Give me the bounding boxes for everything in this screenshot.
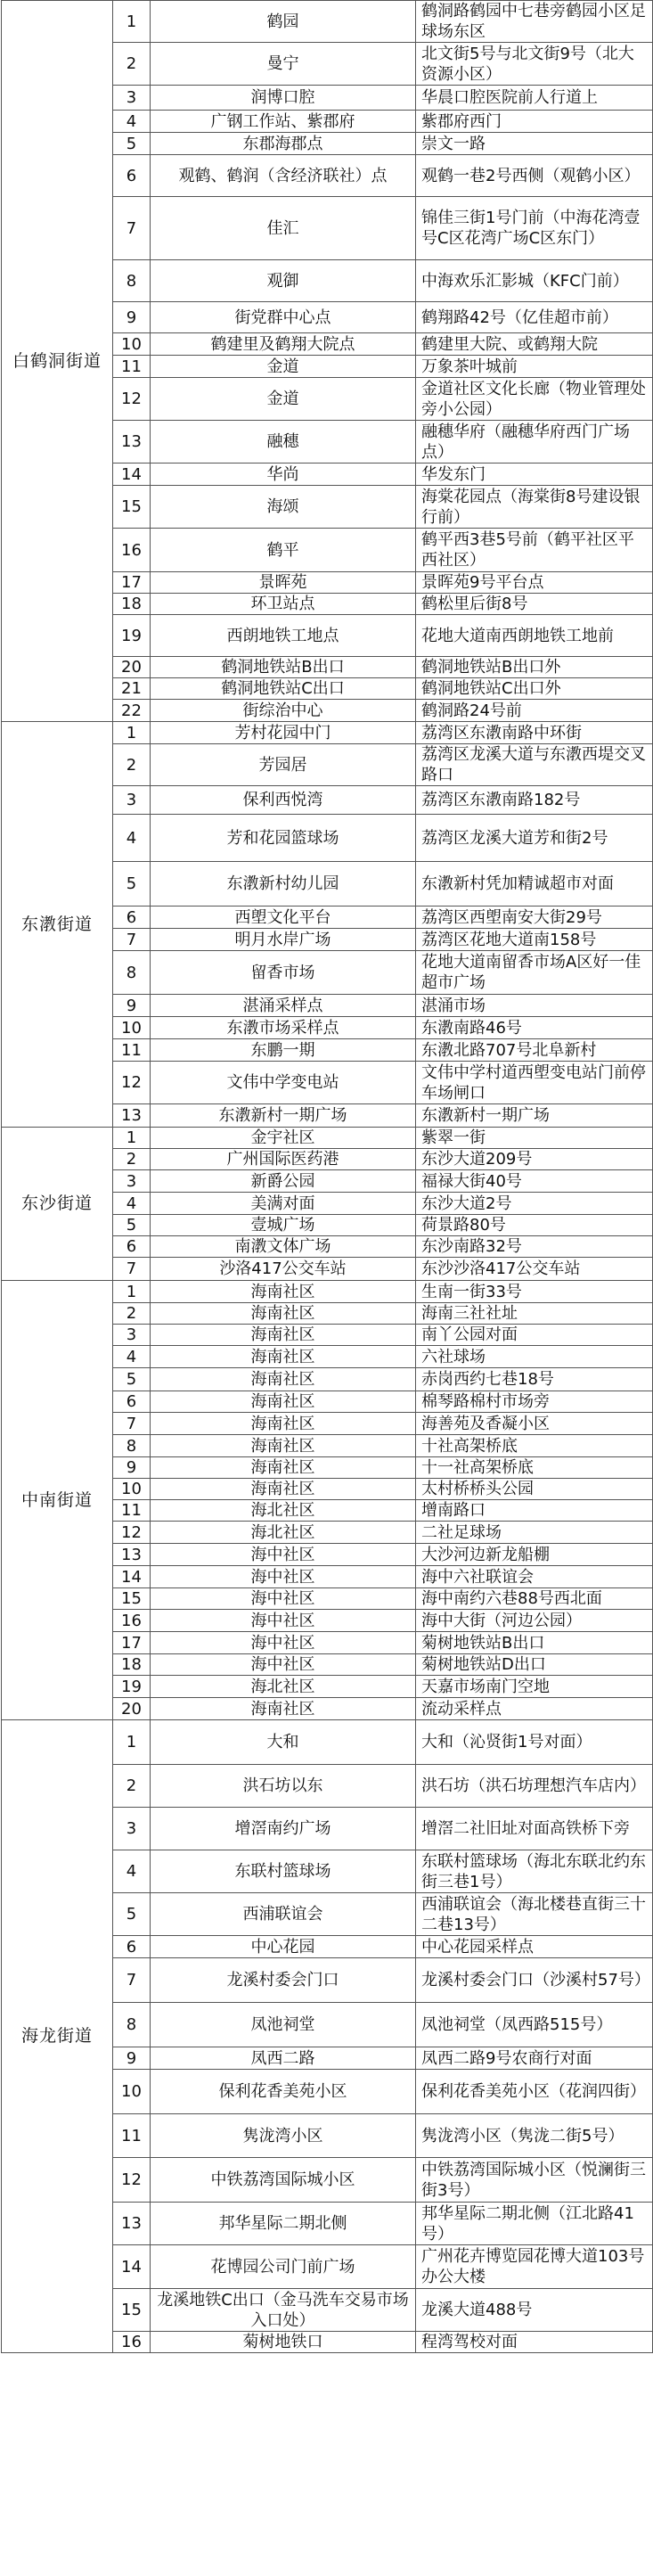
site-name-cell: 沙洛417公交车站 [151, 1258, 416, 1281]
row-number-cell: 6 [113, 1936, 151, 1958]
row-number-cell: 5 [113, 1215, 151, 1236]
table-row [2, 1128, 653, 1149]
row-number-cell: 9 [113, 995, 151, 1017]
table-row [2, 1281, 653, 1303]
row-number-cell: 1 [113, 1720, 151, 1765]
site-name-cell: 东鹏一期 [151, 1039, 416, 1062]
site-address-cell: 紫翠一街 [416, 1128, 653, 1149]
site-name-cell: 南漖文体广场 [151, 1236, 416, 1258]
row-number-cell: 4 [113, 815, 151, 862]
site-address-cell: 鹤洞路鹤园中七巷旁鹤园小区足球场东区 [416, 1, 653, 43]
table-row [2, 1, 653, 43]
row-number-cell: 7 [113, 929, 151, 951]
site-address-cell: 东漖新村凭加精诚超市对面 [416, 862, 653, 907]
row-number-cell: 14 [113, 1566, 151, 1588]
site-address-cell: 南丫公园对面 [416, 1325, 653, 1346]
row-number-cell: 3 [113, 1325, 151, 1346]
site-address-cell: 六社球场 [416, 1346, 653, 1368]
site-name-cell: 凤西二路 [151, 2047, 416, 2070]
site-address-cell: 海南三社社址 [416, 1303, 653, 1325]
site-name-cell: 街综治中心 [151, 700, 416, 722]
row-number-cell: 22 [113, 700, 151, 722]
site-name-cell: 广钢工作站、紫郡府 [151, 111, 416, 133]
site-name-cell: 海中社区 [151, 1588, 416, 1610]
row-number-cell: 8 [113, 2003, 151, 2047]
site-name-cell: 曼宁 [151, 43, 416, 86]
row-number-cell: 11 [113, 1500, 151, 1522]
site-address-cell: 鹤建里大院、或鹤翔大院 [416, 333, 653, 356]
site-name-cell: 海南社区 [151, 1479, 416, 1500]
site-address-cell: 增滘二社旧址对面高铁桥下旁 [416, 1808, 653, 1850]
row-number-cell: 1 [113, 722, 151, 744]
row-number-cell: 3 [113, 86, 151, 111]
site-name-cell: 融穗 [151, 421, 416, 464]
row-number-cell: 15 [113, 1588, 151, 1610]
row-number-cell: 4 [113, 1346, 151, 1368]
row-number-cell: 10 [113, 2070, 151, 2114]
row-number-cell: 2 [113, 744, 151, 786]
site-address-cell: 大和（沁贤街1号对面） [416, 1720, 653, 1765]
site-address-cell: 海棠花园点（海棠街8号建设银行前） [416, 486, 653, 529]
site-name-cell: 东联村篮球场 [151, 1850, 416, 1893]
site-address-cell: 中心花园采样点 [416, 1936, 653, 1958]
row-number-cell: 4 [113, 1850, 151, 1893]
row-number-cell: 1 [113, 1128, 151, 1149]
site-address-cell: 海善苑及香凝小区 [416, 1413, 653, 1435]
row-number-cell: 5 [113, 133, 151, 155]
site-address-cell: 东沙沙洛417公交车站 [416, 1258, 653, 1281]
site-name-cell: 观御 [151, 260, 416, 302]
row-number-cell: 1 [113, 1, 151, 43]
site-name-cell: 中心花园 [151, 1936, 416, 1958]
site-address-cell: 隽泷湾小区（隽泷二街5号） [416, 2114, 653, 2158]
site-name-cell: 壹城广场 [151, 1215, 416, 1236]
row-number-cell: 9 [113, 2047, 151, 2070]
row-number-cell: 6 [113, 907, 151, 929]
site-address-cell: 鹤翔路42号（亿佳超市前） [416, 302, 653, 333]
site-name-cell: 西浦联谊会 [151, 1893, 416, 1936]
site-name-cell: 观鹤、鹤润（含经济联社）点 [151, 155, 416, 197]
site-address-cell: 华晨口腔医院前人行道上 [416, 86, 653, 111]
site-address-cell: 二社足球场 [416, 1522, 653, 1544]
table-row [2, 722, 653, 744]
site-address-cell: 海中六社联谊会 [416, 1566, 653, 1588]
testing-sites-table [1, 0, 653, 2353]
site-name-cell: 邦华星际二期北侧 [151, 2203, 416, 2245]
site-name-cell: 鹤建里及鹤翔大院点 [151, 333, 416, 356]
site-name-cell: 湛涌采样点 [151, 995, 416, 1017]
site-name-cell: 保利花香美苑小区 [151, 2070, 416, 2114]
street-name-cell: 海龙街道 [2, 1720, 113, 2353]
site-address-cell: 菊树地铁站D出口 [416, 1654, 653, 1676]
site-name-cell: 海颂 [151, 486, 416, 529]
table-row [2, 1720, 653, 1765]
row-number-cell: 8 [113, 1435, 151, 1457]
row-number-cell: 17 [113, 572, 151, 594]
site-address-cell: 东沙大道2号 [416, 1193, 653, 1215]
row-number-cell: 2 [113, 1765, 151, 1808]
row-number-cell: 7 [113, 1958, 151, 2003]
site-name-cell: 鹤园 [151, 1, 416, 43]
site-name-cell: 金道 [151, 356, 416, 378]
row-number-cell: 15 [113, 486, 151, 529]
site-address-cell: 崇文一路 [416, 133, 653, 155]
site-address-cell: 海中南约六巷88号西北面 [416, 1588, 653, 1610]
site-address-cell: 邦华星际二期北侧（江北路41号） [416, 2203, 653, 2245]
site-address-cell: 融穗华府（融穗华府西门广场点） [416, 421, 653, 464]
site-address-cell: 天嘉市场南门空地 [416, 1676, 653, 1698]
site-name-cell: 景晖苑 [151, 572, 416, 594]
site-name-cell: 海北社区 [151, 1500, 416, 1522]
row-number-cell: 16 [113, 2332, 151, 2353]
row-number-cell: 6 [113, 1236, 151, 1258]
site-name-cell: 凤池祠堂 [151, 2003, 416, 2047]
row-number-cell: 9 [113, 302, 151, 333]
site-name-cell: 西塱文化平台 [151, 907, 416, 929]
site-address-cell: 中海欢乐汇影城（KFC门前） [416, 260, 653, 302]
row-number-cell: 10 [113, 333, 151, 356]
row-number-cell: 14 [113, 464, 151, 486]
site-address-cell: 鹤平西3巷5号前（鹤平社区平西社区） [416, 529, 653, 572]
site-name-cell: 海南社区 [151, 1457, 416, 1479]
site-address-cell: 荔湾区花地大道南158号 [416, 929, 653, 951]
site-name-cell: 环卫站点 [151, 594, 416, 615]
site-address-cell: 东漖南路46号 [416, 1017, 653, 1039]
row-number-cell: 16 [113, 1610, 151, 1632]
row-number-cell: 5 [113, 1893, 151, 1936]
site-address-cell: 赤岗西约七巷18号 [416, 1368, 653, 1391]
site-name-cell: 龙溪村委会门口 [151, 1958, 416, 2003]
site-address-cell: 荔湾区东漖南路中环街 [416, 722, 653, 744]
site-address-cell: 保利花香美苑小区（花润四街） [416, 2070, 653, 2114]
row-number-cell: 6 [113, 155, 151, 197]
street-name-cell: 白鹤洞街道 [2, 1, 113, 722]
site-address-cell: 荔湾区西塱南安大街29号 [416, 907, 653, 929]
site-name-cell: 东郡海郡点 [151, 133, 416, 155]
site-name-cell: 文伟中学变电站 [151, 1062, 416, 1104]
site-address-cell: 观鹤一巷2号西侧（观鹤小区） [416, 155, 653, 197]
row-number-cell: 18 [113, 594, 151, 615]
site-name-cell: 海南社区 [151, 1391, 416, 1413]
site-address-cell: 增南路口 [416, 1500, 653, 1522]
site-name-cell: 华尚 [151, 464, 416, 486]
row-number-cell: 15 [113, 2289, 151, 2332]
site-name-cell: 明月水岸广场 [151, 929, 416, 951]
row-number-cell: 12 [113, 378, 151, 421]
row-number-cell: 13 [113, 1544, 151, 1566]
site-address-cell: 北文街5号与北文街9号（北大资源小区） [416, 43, 653, 86]
row-number-cell: 16 [113, 529, 151, 572]
row-number-cell: 2 [113, 43, 151, 86]
site-address-cell: 金道社区文化长廊（物业管理处旁小公园） [416, 378, 653, 421]
site-name-cell: 海南社区 [151, 1413, 416, 1435]
row-number-cell: 19 [113, 615, 151, 657]
site-name-cell: 美满对面 [151, 1193, 416, 1215]
row-number-cell: 10 [113, 1017, 151, 1039]
site-name-cell: 鹤洞地铁站C出口 [151, 678, 416, 700]
street-name-cell: 东沙街道 [2, 1128, 113, 1281]
site-address-cell: 鹤洞地铁站C出口外 [416, 678, 653, 700]
row-number-cell: 3 [113, 1170, 151, 1193]
row-number-cell: 1 [113, 1281, 151, 1303]
site-name-cell: 新爵公园 [151, 1170, 416, 1193]
table-body [2, 1, 653, 2353]
site-address-cell: 太村桥桥头公园 [416, 1479, 653, 1500]
site-name-cell: 鹤洞地铁站B出口 [151, 657, 416, 678]
site-address-cell: 东漖北路707号北阜新村 [416, 1039, 653, 1062]
row-number-cell: 7 [113, 1258, 151, 1281]
site-name-cell: 东漖新村一期广场 [151, 1104, 416, 1128]
site-name-cell: 大和 [151, 1720, 416, 1765]
row-number-cell: 10 [113, 1479, 151, 1500]
site-name-cell: 芳和花园篮球场 [151, 815, 416, 862]
row-number-cell: 19 [113, 1676, 151, 1698]
site-name-cell: 东漖市场采样点 [151, 1017, 416, 1039]
site-name-cell: 海北社区 [151, 1522, 416, 1544]
site-address-cell: 程湾驾校对面 [416, 2332, 653, 2353]
site-name-cell: 街党群中心点 [151, 302, 416, 333]
site-name-cell: 龙溪地铁C出口（金马洗车交易市场入口处） [151, 2289, 416, 2332]
street-name-cell: 中南街道 [2, 1281, 113, 1720]
site-name-cell: 海南社区 [151, 1346, 416, 1368]
site-address-cell: 花地大道南西朗地铁工地前 [416, 615, 653, 657]
row-number-cell: 7 [113, 197, 151, 260]
row-number-cell: 9 [113, 1457, 151, 1479]
site-name-cell: 海南社区 [151, 1281, 416, 1303]
site-name-cell: 鹤平 [151, 529, 416, 572]
site-address-cell: 广州花卉博览园花博大道103号办公大楼 [416, 2245, 653, 2289]
street-name-cell: 东漖街道 [2, 722, 113, 1128]
site-address-cell: 荔湾区东漖南路182号 [416, 786, 653, 815]
row-number-cell: 8 [113, 951, 151, 995]
site-name-cell: 花博园公司门前广场 [151, 2245, 416, 2289]
row-number-cell: 4 [113, 111, 151, 133]
site-name-cell: 广州国际医药港 [151, 1149, 416, 1170]
site-address-cell: 东联村篮球场（海北东联北约东街三巷1号） [416, 1850, 653, 1893]
site-address-cell: 海中大街（河边公园） [416, 1610, 653, 1632]
site-name-cell: 海中社区 [151, 1654, 416, 1676]
site-address-cell: 大沙河边新龙船棚 [416, 1544, 653, 1566]
site-name-cell: 隽泷湾小区 [151, 2114, 416, 2158]
site-address-cell: 鹤松里后街8号 [416, 594, 653, 615]
site-address-cell: 十社高架桥底 [416, 1435, 653, 1457]
site-name-cell: 海中社区 [151, 1610, 416, 1632]
site-name-cell: 菊树地铁口 [151, 2332, 416, 2353]
site-name-cell: 增滘南约广场 [151, 1808, 416, 1850]
site-address-cell: 龙溪村委会门口（沙溪村57号） [416, 1958, 653, 2003]
row-number-cell: 3 [113, 786, 151, 815]
row-number-cell: 6 [113, 1391, 151, 1413]
site-address-cell: 荔湾区龙溪大道芳和街2号 [416, 815, 653, 862]
row-number-cell: 13 [113, 421, 151, 464]
row-number-cell: 12 [113, 2158, 151, 2203]
site-name-cell: 海中社区 [151, 1566, 416, 1588]
row-number-cell: 12 [113, 1522, 151, 1544]
site-address-cell: 湛涌市场 [416, 995, 653, 1017]
site-address-cell: 东沙南路32号 [416, 1236, 653, 1258]
row-number-cell: 4 [113, 1193, 151, 1215]
site-name-cell: 海南社区 [151, 1325, 416, 1346]
row-number-cell: 2 [113, 1149, 151, 1170]
site-name-cell: 东漖新村幼儿园 [151, 862, 416, 907]
row-number-cell: 20 [113, 1698, 151, 1720]
site-name-cell: 金宇社区 [151, 1128, 416, 1149]
site-name-cell: 海南社区 [151, 1435, 416, 1457]
site-name-cell: 海中社区 [151, 1632, 416, 1654]
site-name-cell: 芳园居 [151, 744, 416, 786]
row-number-cell: 2 [113, 1303, 151, 1325]
site-name-cell: 洪石坊以东 [151, 1765, 416, 1808]
site-name-cell: 佳汇 [151, 197, 416, 260]
row-number-cell: 20 [113, 657, 151, 678]
row-number-cell: 13 [113, 2203, 151, 2245]
row-number-cell: 13 [113, 1104, 151, 1128]
site-address-cell: 鹤洞地铁站B出口外 [416, 657, 653, 678]
site-address-cell: 十一社高架桥底 [416, 1457, 653, 1479]
site-name-cell: 海南社区 [151, 1368, 416, 1391]
site-address-cell: 东沙大道209号 [416, 1149, 653, 1170]
row-number-cell: 11 [113, 356, 151, 378]
site-address-cell: 鹤洞路24号前 [416, 700, 653, 722]
site-address-cell: 中铁荔湾国际城小区（悦澜街三街3号） [416, 2158, 653, 2203]
site-address-cell: 菊树地铁站B出口 [416, 1632, 653, 1654]
site-address-cell: 花地大道南留香市场A区好一佳超市广场 [416, 951, 653, 995]
site-name-cell: 中铁荔湾国际城小区 [151, 2158, 416, 2203]
row-number-cell: 7 [113, 1413, 151, 1435]
site-name-cell: 海中社区 [151, 1544, 416, 1566]
site-name-cell: 海北社区 [151, 1676, 416, 1698]
site-name-cell: 留香市场 [151, 951, 416, 995]
site-address-cell: 景晖苑9号平台点 [416, 572, 653, 594]
site-name-cell: 润博口腔 [151, 86, 416, 111]
site-address-cell: 西浦联谊会（海北楼巷直街三十二巷13号） [416, 1893, 653, 1936]
site-address-cell: 凤西二路9号农商行对面 [416, 2047, 653, 2070]
site-address-cell: 荷景路80号 [416, 1215, 653, 1236]
site-name-cell: 海南社区 [151, 1303, 416, 1325]
row-number-cell: 3 [113, 1808, 151, 1850]
site-address-cell: 紫郡府西门 [416, 111, 653, 133]
row-number-cell: 8 [113, 260, 151, 302]
site-address-cell: 锦佳三街1号门前（中海花湾壹号C区花湾广场C区东门） [416, 197, 653, 260]
site-address-cell: 东漖新村一期广场 [416, 1104, 653, 1128]
row-number-cell: 17 [113, 1632, 151, 1654]
row-number-cell: 18 [113, 1654, 151, 1676]
site-name-cell: 芳村花园中门 [151, 722, 416, 744]
site-address-cell: 福禄大街40号 [416, 1170, 653, 1193]
site-address-cell: 生南一街33号 [416, 1281, 653, 1303]
site-address-cell: 华发东门 [416, 464, 653, 486]
row-number-cell: 21 [113, 678, 151, 700]
row-number-cell: 5 [113, 1368, 151, 1391]
site-address-cell: 洪石坊（洪石坊理想汽车店内） [416, 1765, 653, 1808]
site-name-cell: 金道 [151, 378, 416, 421]
site-address-cell: 文伟中学村道西塱变电站门前停车场闸口 [416, 1062, 653, 1104]
site-name-cell: 西朗地铁工地点 [151, 615, 416, 657]
site-address-cell: 荔湾区龙溪大道与东漖西堤交叉路口 [416, 744, 653, 786]
site-address-cell: 龙溪大道488号 [416, 2289, 653, 2332]
site-address-cell: 棉琴路棉村市场旁 [416, 1391, 653, 1413]
row-number-cell: 11 [113, 2114, 151, 2158]
row-number-cell: 11 [113, 1039, 151, 1062]
site-name-cell: 海南社区 [151, 1698, 416, 1720]
site-address-cell: 凤池祠堂（凤西路515号） [416, 2003, 653, 2047]
site-address-cell: 万象茶叶城前 [416, 356, 653, 378]
site-address-cell: 流动采样点 [416, 1698, 653, 1720]
site-name-cell: 保利西悦湾 [151, 786, 416, 815]
row-number-cell: 14 [113, 2245, 151, 2289]
row-number-cell: 12 [113, 1062, 151, 1104]
row-number-cell: 5 [113, 862, 151, 907]
